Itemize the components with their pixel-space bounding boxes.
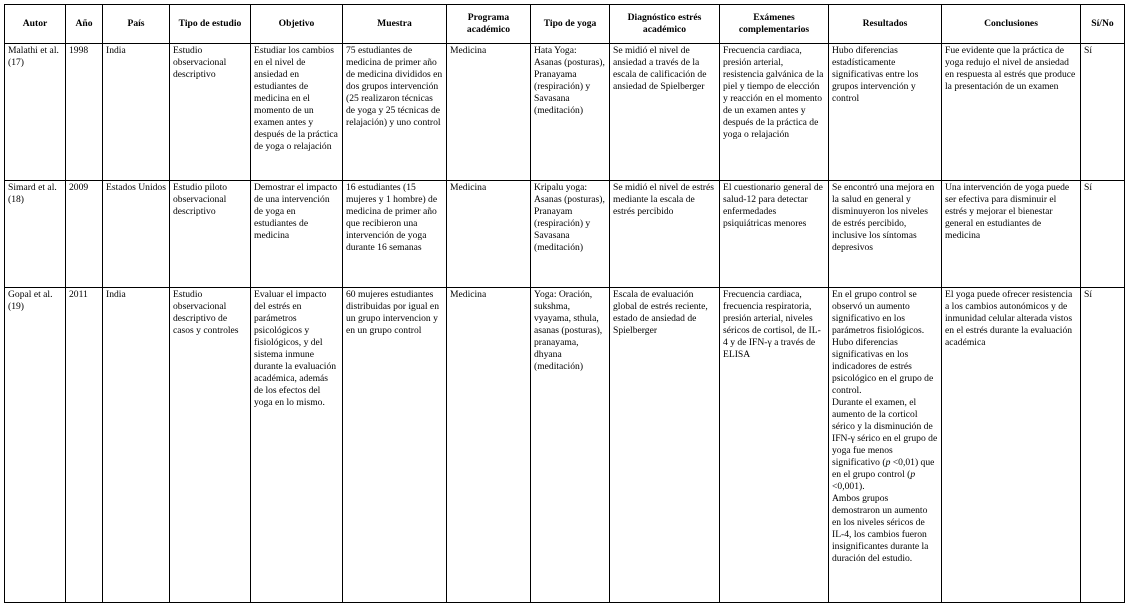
- cell-si-no: Sí: [1081, 288, 1125, 603]
- cell-muestra: 75 estudiantes de medicina de primer año de medicina divididos en dos grupos intervención (25 realizaron técnicas de yoga y 25 técnicas de relajación) y uno control: [343, 44, 447, 181]
- cell-tipo-estudio: Estudio observacional descriptivo: [170, 44, 251, 181]
- cell-muestra: 60 mujeres estudiantes distribuidas por igual en un grupo intervencion y en un grupo control: [343, 288, 447, 603]
- header-si-no: Sí/No: [1081, 5, 1125, 44]
- resultados-text: Durante el examen, el aumento de la corticol sérico y la disminución de IFN-γ sérico en el grupo de yoga fue menos significativo (: [832, 397, 938, 468]
- resultados-paragraph-1: En el grupo control se observó un aumento significativo en los parámetros fisiológicos. Hubo diferencias significativas en los indicadores de estrés psicológico en el grupo de control.: [832, 289, 934, 396]
- cell-si-no: Sí: [1081, 44, 1125, 181]
- cell-muestra: 16 estudiantes (15 mujeres y 1 hombre) de medicina de primer año que recibieron una intervención de yoga durante 16 semanas: [343, 181, 447, 288]
- header-tipo-estudio: Tipo de estudio: [170, 5, 251, 44]
- cell-objetivo: Evaluar el impacto del estrés en parámetros psicológicos y fisiológicos, y del sistema inmune durante la evaluación académica, además de los efectos del yoga en lo mismo.: [251, 288, 343, 603]
- cell-autor: Gopal et al. (19): [5, 288, 66, 603]
- cell-pais: India: [103, 288, 170, 603]
- header-diagnostico: Diagnóstico estrés académico: [610, 5, 720, 44]
- header-objetivo: Objetivo: [251, 5, 343, 44]
- table-wrapper: [4, 4, 1125, 603]
- cell-objetivo: Demostrar el impacto de una intervención de yoga en estudiantes de medicina: [251, 181, 343, 288]
- header-conclusiones: Conclusiones: [942, 5, 1081, 44]
- cell-diagnostico: Escala de evaluación global de estrés reciente, estado de ansiedad de Spielberger: [610, 288, 720, 603]
- cell-anio: 1998: [66, 44, 103, 181]
- resultados-paragraph-2: [832, 397, 938, 493]
- cell-conclusiones: Una intervención de yoga puede ser efectiva para disminuir el estrés y mejorar el bienestar general en estudiantes de medicina: [942, 181, 1081, 288]
- cell-conclusiones: El yoga puede ofrecer resistencia a los cambios autonómicos y de inmunidad celular alterada vistos en el estrés durante la evaluación académica: [942, 288, 1081, 603]
- resultados-text: <0,001).: [832, 481, 865, 492]
- cell-resultados: [829, 288, 942, 603]
- cell-tipo-estudio: Estudio observacional descriptivo de casos y controles: [170, 288, 251, 603]
- cell-autor: Malathi et al. (17): [5, 44, 66, 181]
- cell-examenes: El cuestionario general de salud-12 para detectar enfermedades psiquiátricas menores: [720, 181, 829, 288]
- cell-programa: Medicina: [447, 44, 531, 181]
- table-row: [5, 181, 1125, 288]
- cell-tipo-estudio: Estudio piloto observacional descriptivo: [170, 181, 251, 288]
- cell-anio: 2011: [66, 288, 103, 603]
- header-resultados: Resultados: [829, 5, 942, 44]
- cell-programa: Medicina: [447, 181, 531, 288]
- resultados-text: <0,01) que en el grupo control (: [832, 457, 935, 480]
- cell-examenes: Frecuencia cardiaca, frecuencia respiratoria, presión arterial, niveles séricos de cortisol, de IL-4 y de IFN-γ a través de ELISA: [720, 288, 829, 603]
- cell-resultados: Hubo diferencias estadísticamente significativas entre los grupos intervención y control: [829, 44, 942, 181]
- cell-si-no: Sí: [1081, 181, 1125, 288]
- cell-programa: Medicina: [447, 288, 531, 603]
- header-anio: Año: [66, 5, 103, 44]
- cell-objetivo: Estudiar los cambios en el nivel de ansiedad en estudiantes de medicina en el momento de un examen antes y después de la práctica de yoga o relajación: [251, 44, 343, 181]
- cell-tipo-yoga: Kripalu yoga: Asanas (posturas), Pranayam (respiración) y Savasana (meditación): [531, 181, 610, 288]
- p-value-symbol: p: [885, 457, 891, 468]
- header-tipo-yoga: Tipo de yoga: [531, 5, 610, 44]
- resultados-paragraph-3: Ambos grupos demostraron un aumento en los niveles séricos de IL-4, los cambios fueron insignificantes durante la duración del estudio.: [832, 493, 929, 564]
- cell-diagnostico: Se midió el nivel de estrés mediante la escala de estrés percibido: [610, 181, 720, 288]
- cell-anio: 2009: [66, 181, 103, 288]
- studies-table: [4, 4, 1125, 603]
- header-examenes: Exámenes complementarios: [720, 5, 829, 44]
- cell-tipo-yoga: Hata Yoga: Asanas (posturas), Pranayama (respiración) y Savasana (meditación): [531, 44, 610, 181]
- header-autor: Autor: [5, 5, 66, 44]
- cell-conclusiones: Fue evidente que la práctica de yoga redujo el nivel de ansiedad en respuesta al estrés que produce la presentación de un examen: [942, 44, 1081, 181]
- cell-examenes: Frecuencia cardiaca, presión arterial, resistencia galvánica de la piel y tiempo de elección y reacción en el momento de un examen antes y después de la práctica de yoga o relajación: [720, 44, 829, 181]
- table-row: [5, 288, 1125, 603]
- cell-autor: Simard et al. (18): [5, 181, 66, 288]
- cell-tipo-yoga: Yoga: Oración, sukshma, vyayama, sthula, asanas (posturas), pranayama, dhyana (meditación): [531, 288, 610, 603]
- header-programa: Programa académico: [447, 5, 531, 44]
- header-pais: País: [103, 5, 170, 44]
- header-row: [5, 5, 1125, 44]
- header-muestra: Muestra: [343, 5, 447, 44]
- cell-resultados: Se encontró una mejora en la salud en general y disminuyeron los niveles de estrés percibido, inclusive los síntomas depresivos: [829, 181, 942, 288]
- p-value-symbol: p: [910, 469, 916, 480]
- cell-pais: India: [103, 44, 170, 181]
- cell-diagnostico: Se midió el nivel de ansiedad a través de la escala de calificación de ansiedad de Spielberger: [610, 44, 720, 181]
- table-row: [5, 44, 1125, 181]
- cell-pais: Estados Unidos: [103, 181, 170, 288]
